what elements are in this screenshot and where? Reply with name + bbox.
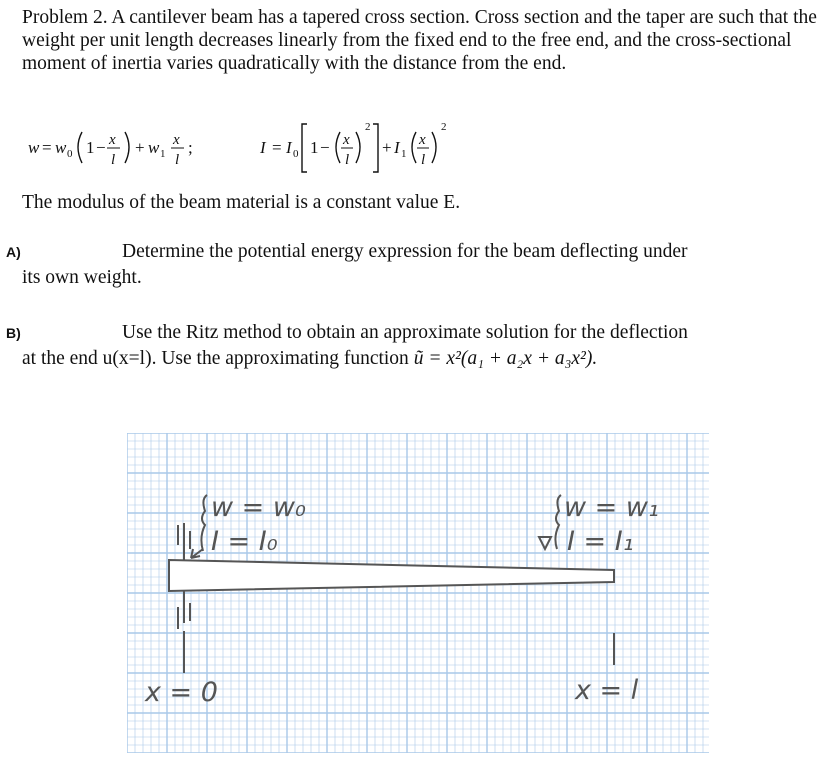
svg-text:0: 0 xyxy=(293,148,299,160)
svg-text:=: = xyxy=(272,138,282,157)
handwritten-notes xyxy=(144,492,659,708)
svg-text:1: 1 xyxy=(310,138,319,157)
svg-text:I: I xyxy=(286,138,292,157)
svg-text:l: l xyxy=(111,152,116,168)
svg-text:x: x xyxy=(419,132,426,148)
right-position-label: x = l xyxy=(575,675,639,706)
svg-text:0: 0 xyxy=(67,148,73,160)
svg-text:2: 2 xyxy=(441,121,447,133)
left-position-label: x = 0 xyxy=(145,677,218,708)
svg-text:1: 1 xyxy=(86,138,95,157)
svg-text:x: x xyxy=(173,132,180,148)
problem-statement: Problem 2. A cantilever beam has a tapered cross section. Cross section and the taper are such that the weight per unit length decreases linearly from the fixed end to the free end, and the cross-sectional moment of inertia varies quadratically with the distance from the end. xyxy=(22,7,817,74)
beam-sketch xyxy=(127,433,709,753)
svg-text:w: w xyxy=(148,138,160,157)
part-a-text: Determine the potential energy expression for the beam deflecting under its own weight. xyxy=(22,241,688,288)
svg-text:2: 2 xyxy=(365,121,371,133)
svg-text:l: l xyxy=(345,152,350,168)
svg-text:+: + xyxy=(135,138,145,157)
modulus-statement: The modulus of the beam material is a constant value E. xyxy=(22,192,461,213)
svg-text:=: = xyxy=(42,138,52,157)
right-note-w: w = w₁ xyxy=(564,492,659,523)
svg-text:1: 1 xyxy=(401,148,407,160)
svg-text:l: l xyxy=(175,152,180,168)
svg-text:x: x xyxy=(343,132,350,148)
part-a-label: A) xyxy=(6,244,21,260)
svg-text:−: − xyxy=(320,138,330,157)
svg-text:l: l xyxy=(421,152,426,168)
cantilever-beam xyxy=(169,560,614,591)
svg-text:+: + xyxy=(382,138,392,157)
part-b-text: Use the Ritz method to obtain an approximate solution for the deflection at the end u(x=l). Use the approximating function ũ = x²(a₁ + a₂x + a₃x²). xyxy=(22,322,688,369)
svg-text:1: 1 xyxy=(160,148,166,160)
eq-w-lhs: w xyxy=(28,138,40,157)
fixed-support xyxy=(178,523,190,673)
left-note-w: w = w₀ xyxy=(211,492,306,523)
svg-text:;: ; xyxy=(188,138,193,157)
governing-equations xyxy=(22,114,582,180)
svg-text:−: − xyxy=(96,138,106,157)
weight-equation xyxy=(28,132,193,168)
svg-text:I: I xyxy=(394,138,400,157)
svg-text:I: I xyxy=(260,138,266,157)
svg-text:w: w xyxy=(55,138,67,157)
part-b-label: B) xyxy=(6,325,21,341)
right-note-i: I = I₁ xyxy=(567,526,634,557)
svg-text:x: x xyxy=(109,132,116,148)
inertia-equation xyxy=(259,121,447,172)
left-note-i: I = I₀ xyxy=(211,526,278,557)
approximating-function: ũ = x²(a₁ + a₂x + a₃x²). xyxy=(413,348,598,369)
